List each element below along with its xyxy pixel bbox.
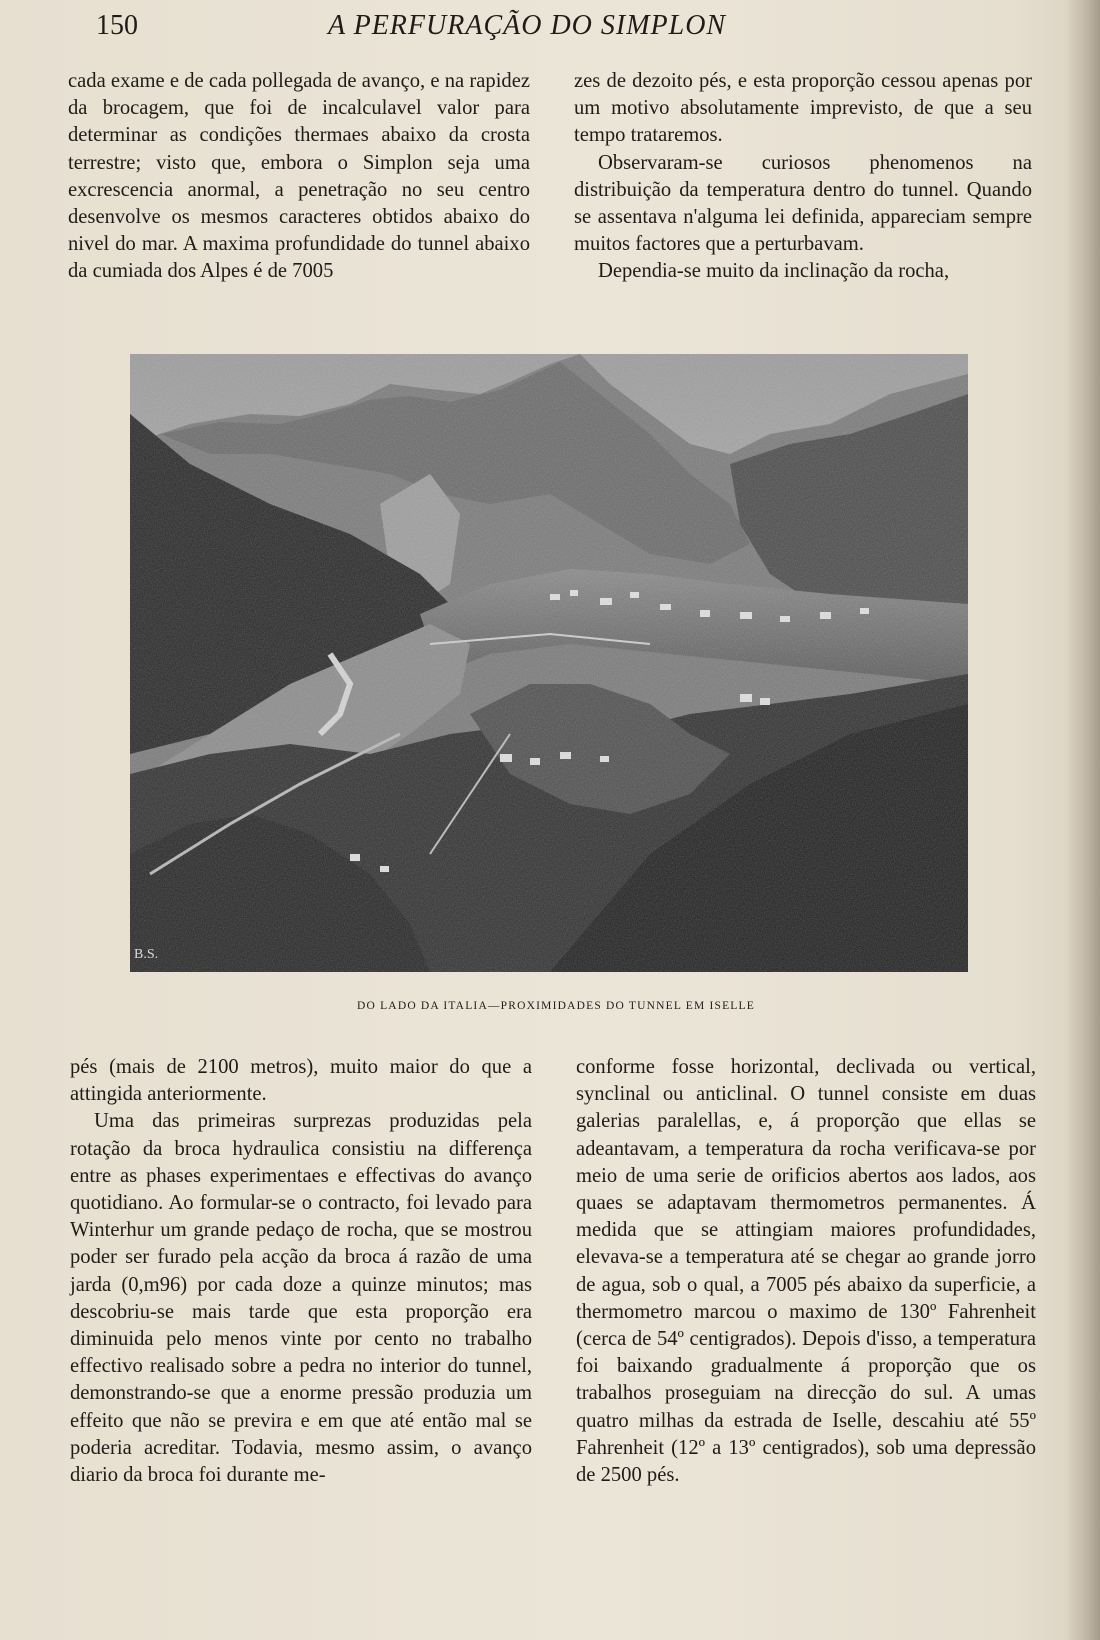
text-column-bottom-right	[576, 1054, 1036, 1489]
paragraph: pés (mais de 2100 metros), muito maior do que a attingida anteriormente.	[70, 1056, 532, 1106]
paragraph: conforme fosse horizontal, declivada ou vertical, synclinal ou anticlinal. O tunnel consiste em duas galerias paralellas, e, á proporção que ellas se adeantavam, a temperatura da rocha verificava-se por meio de uma serie de orificios abertos aos lados, aos quaes se adaptavam thermometros permanentes. Á medida que se attingiam maiores profundidades, elevava-se a temperatura até se chegar ao grande jorro de agua, sob o qual, a 7005 pés abaixo da superficie, a thermometro marcou o maximo de 130º Fahrenheit (cerca de 54º centigrados). Depois d'isso, a temperatura foi baixando gradualmente á proporção que os trabalhos proseguiam na direcção do sul. A umas quatro milhas da estrada de Iselle, descahiu até 55º Fahrenheit (12º a 13º centigrados), sob uma depressão de 2500 pés.	[576, 1056, 1036, 1487]
valley-photograph-illustration	[130, 354, 968, 972]
paragraph: Observaram-se curiosos phenomenos na distribuição da temperatura dentro do tunnel. Quando se assentava n'alguma lei definida, appareciam sempre muitos factores que a perturbavam.	[574, 151, 1032, 256]
figure-caption: DO LADO DA ITALIA—PROXIMIDADES DO TUNNEL EM ISELLE	[357, 1000, 755, 1012]
paragraph: zes de dezoito pés, e esta proporção cessou apenas por um motivo absolutamente imprevisto, de que a seu tempo trataremos.	[574, 70, 1032, 147]
engraver-mark: B.S.	[134, 947, 159, 962]
paragraph: Dependia-se muito da inclinação da rocha,	[598, 260, 950, 283]
page-header	[96, 8, 796, 48]
page-edge-shadow	[1066, 0, 1100, 1640]
text-column-top-right	[574, 68, 1032, 286]
text-column-top-left	[68, 68, 530, 286]
paragraph: Uma das primeiras surprezas produzidas pela rotação da broca hydraulica consistiu na differença entre as phases experimentaes e effectivas do avanço quotidiano. Ao formular-se o contracto, foi levado para Winterhur um grande pedaço de rocha, que se mostrou poder ser furado pela acção da broca á razão de uma jarda (0,m96) por cada doze a quinze minutos; mas descobriu-se mais tarde que esta proporção era diminuida pelo menos vinte por cento no trabalho effectivo realisado sobre a pedra no interior do tunnel, demonstrando-se que a enorme pressão produzia um effeito que não se previra e em que até então mal se poderia acreditar. Todavia, mesmo assim, o avanço diario da broca foi durante me-	[70, 1110, 532, 1487]
valley-photograph	[130, 354, 968, 972]
text-column-bottom-left	[70, 1054, 532, 1489]
paragraph: cada exame e de cada pollegada de avanço, e na rapidez da brocagem, que foi de incalculavel valor para determinar as condições thermaes abaixo da crosta terrestre; visto que, embora o Simplon seja uma excrescencia anormal, a penetração no seu centro desenvolve os mesmos caracteres obtidos abaixo do nivel do mar. A maxima profundidade do tunnel abaixo da cumiada dos Alpes é de 7005	[68, 70, 530, 283]
page-number: 150	[96, 10, 138, 41]
running-title: A PERFURAÇÃO DO SIMPLON	[328, 10, 727, 41]
